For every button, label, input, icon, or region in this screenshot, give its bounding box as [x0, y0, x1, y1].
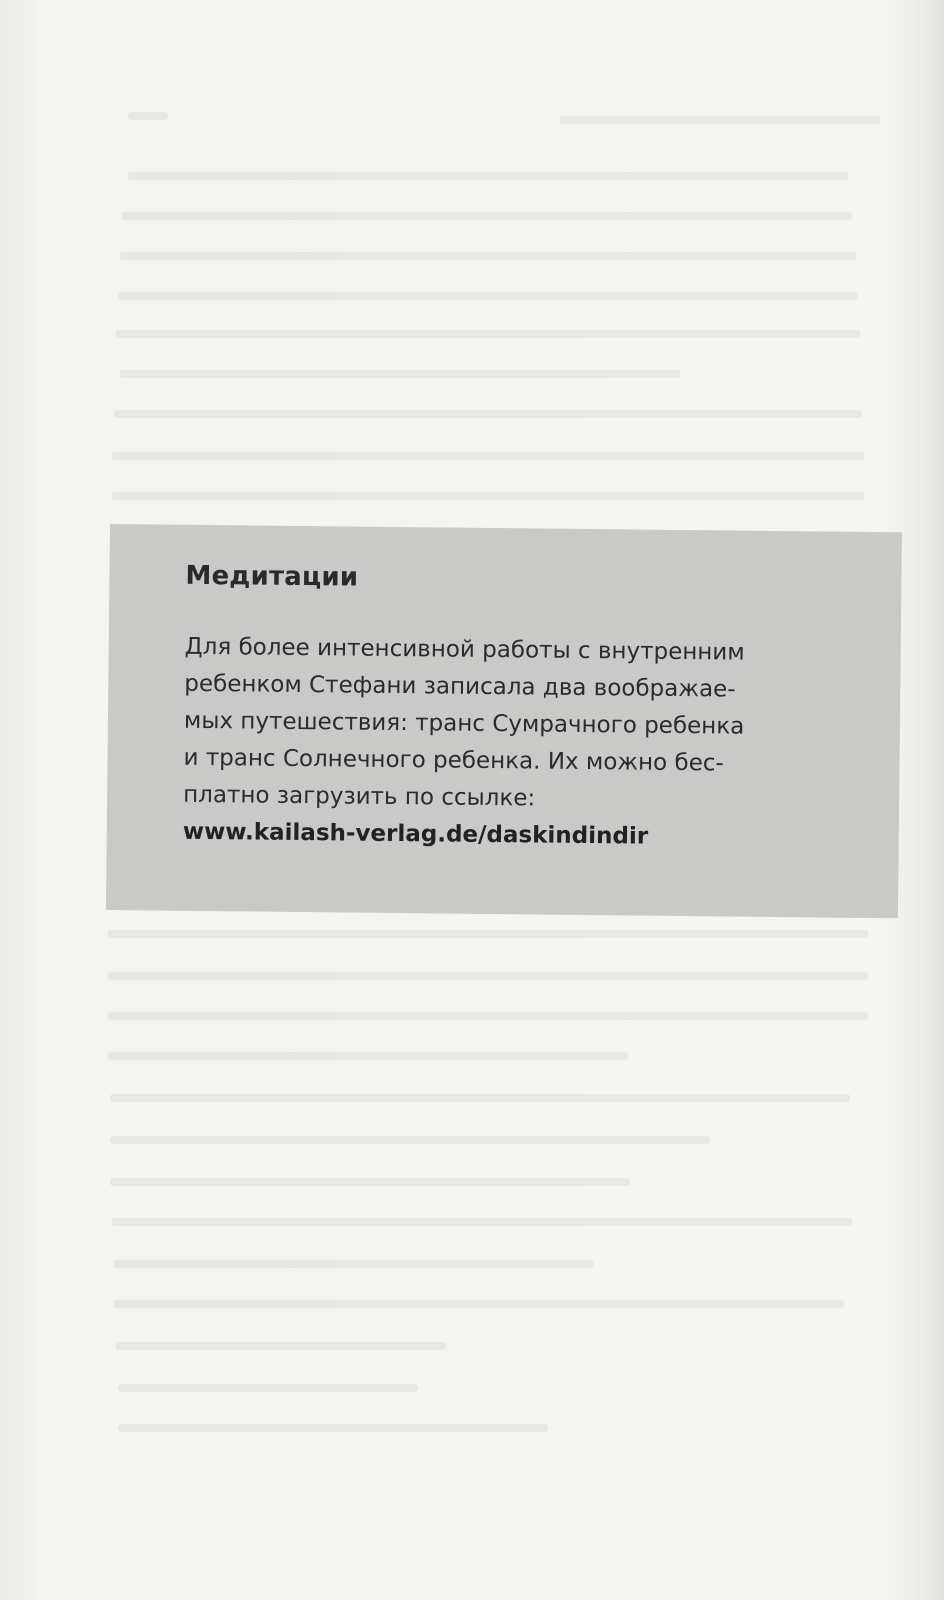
bleed-through-line: [112, 452, 864, 460]
bleed-through-line: [108, 972, 868, 980]
bleed-through-line: [112, 1218, 852, 1226]
box-body: [183, 629, 831, 821]
bleed-through-line: [128, 112, 168, 120]
bleed-through-line: [122, 212, 852, 220]
box-line: и транс Солнечного ребенка. Их можно бес-: [183, 744, 724, 777]
box-line: Для более интенсивной работы с внутренним: [184, 633, 745, 666]
download-link[interactable]: www.kailash-verlag.de/daskindindir: [182, 818, 649, 850]
box-line: мых путешествия: транс Сумрачного ребенка: [183, 707, 745, 740]
bleed-through-line: [110, 1136, 710, 1144]
meditations-box: [106, 524, 902, 918]
bleed-through-line: [114, 1260, 594, 1268]
bleed-through-line: [116, 1342, 446, 1350]
bleed-through-line: [560, 116, 880, 124]
bleed-through-line: [116, 330, 860, 338]
bleed-through-line: [118, 292, 858, 300]
box-line: ребенком Стефани записала два воображае-: [184, 670, 736, 703]
bleed-through-line: [120, 252, 856, 260]
bleed-through-line: [112, 492, 864, 500]
bleed-through-line: [108, 1012, 868, 1020]
bleed-through-line: [114, 1300, 844, 1308]
box-title: Медитации: [185, 560, 359, 593]
bleed-through-line: [110, 1094, 850, 1102]
bleed-through-line: [110, 1178, 630, 1186]
bleed-through-line: [120, 370, 680, 378]
bleed-through-line: [108, 930, 868, 938]
bleed-through-line: [128, 172, 848, 180]
bleed-through-line: [108, 1052, 628, 1060]
bleed-through-line: [118, 1424, 548, 1432]
bleed-through-line: [118, 1384, 418, 1392]
box-line: платно загрузить по ссылке:: [183, 781, 536, 812]
bleed-through-line: [114, 410, 862, 418]
